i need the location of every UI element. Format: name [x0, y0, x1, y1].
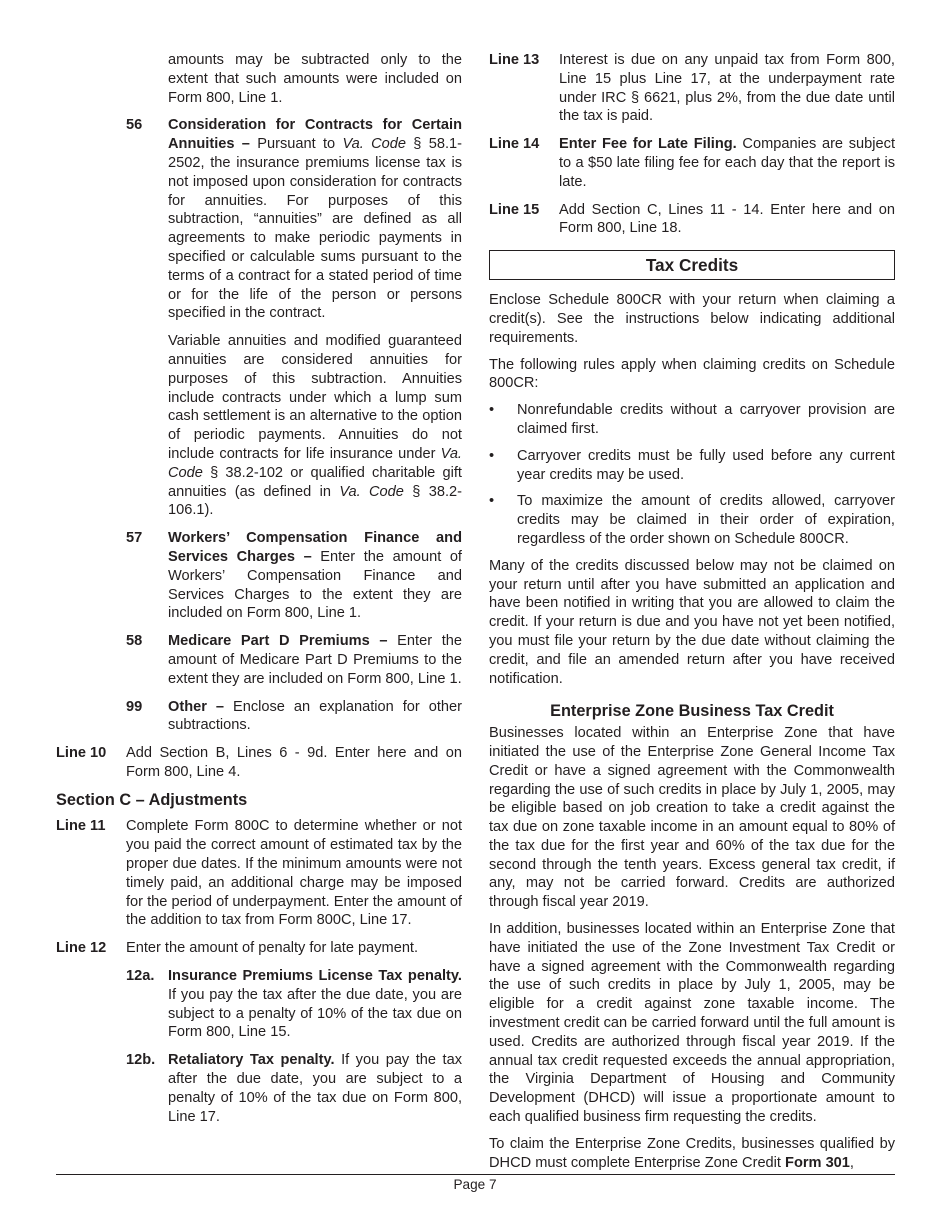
form-reference: Form 301 — [785, 1154, 850, 1171]
subtraction-57: 57 Workers’ Compensation Finance and Services Charges – Enter the amount of Workers’ Compensation Finance and Services Charges to the extent they are included on Form 800, Line 1. — [126, 530, 462, 622]
subtraction-number: 99 — [126, 698, 143, 715]
code-citation: Va. Code — [339, 483, 404, 500]
subtraction-continuation: amounts may be subtracted only to the extent that such amounts were included on Form 800, Line 1. — [168, 52, 462, 106]
paragraph: The following rules apply when claiming credits on Schedule 800CR: — [489, 356, 895, 392]
subline-title: Retaliatory Tax penalty. — [168, 1052, 335, 1069]
line-12a: 12a. Insurance Premiums License Tax penalty. If you pay the tax after the due date, you are subject to a penalty of 10% of the tax due on Form 800, Line 15. — [126, 968, 462, 1041]
line-12b: 12b. Retaliatory Tax penalty. If you pay the tax after the due date, you are subject to a penalty of 10% of the tax due on Form 800, Line 17. — [126, 1052, 462, 1125]
line-text: Interest is due on any unpaid tax from Form 800, Line 15 plus Line 17, at the underpayment rate under IRC § 6621, plus 2%, from the due date until the tax is paid. — [559, 52, 895, 125]
line-10 — [56, 744, 462, 782]
page-number: Page 7 — [453, 1177, 497, 1192]
bullet-icon: • — [489, 447, 495, 464]
paragraph: In addition, businesses located within an Enterprise Zone that have initiated the use of the Zone Investment Tax Credit or have a signed agreement with the Commonwealth regarding the use of such credits in place by July 1, 2005, may be eligible for a credit against zone taxable income. The investment credit can be carried forward until the full amount is used. Credits are authorized through fiscal year 2019. If the annual tax credit requested exceeds the annual appropriation, the Virginia Department of Housing and Community Development (DHCD) will issue a proportionate amount to each qualified business firm requesting the credits. — [489, 921, 895, 1126]
line-text: Enter the amount of penalty for late payment. — [126, 940, 419, 957]
line-14: Line 14 Enter Fee for Late Filing. Companies are subject to a $50 late filing fee for each day that the report is late. — [489, 136, 895, 190]
left-column — [56, 51, 462, 1135]
subtraction-56-paragraph-2: Variable annuities and modified guaranteed annuities are considered annuities for purposes of this subtraction. Annuities include contracts under which a lump sum cash settlement is an alternative to the option of periodic payments. Annuities do not include contracts for life insurance under Va. Code § 38.2-102 or qualified charitable gift annuities (as defined in Va. Code § 38.2-106.1). — [168, 333, 462, 519]
subtraction-58: 58 Medicare Part D Premiums – Enter the amount of Medicare Part D Premiums to the extent they are included on Form 800, Line 1. — [126, 633, 462, 687]
enterprise-zone-heading: Enterprise Zone Business Tax Credit — [550, 702, 834, 721]
line-label: Line 15 — [489, 201, 540, 218]
line-title: Enter Fee for Late Filing. — [559, 136, 737, 153]
subtraction-56: 56 Consideration for Contracts for Certain Annuities – Pursuant to Va. Code § 58.1-2502, the insurance premiums license tax is not imposed upon consideration for contracts for annuities. For purposes of this subtraction, “annuities” are defined as all agreements to make periodic payments in specified or calculable sums pursuant to the terms of a contract for a stated period of time or for the life of the person or persons specified in the contract. — [126, 117, 462, 322]
right-column — [489, 51, 895, 1180]
subtraction-number: 56 — [126, 117, 143, 134]
bullet-item: • To maximize the amount of credits allowed, carryover credits may be claimed in their order of expiration, regardless of the order shown on Schedule 800CR. — [489, 493, 895, 547]
subline-number: 12a. — [126, 968, 155, 985]
line-label: Line 13 — [489, 52, 540, 68]
line-13 — [489, 51, 895, 126]
line-text: Add Section B, Lines 6 - 9d. Enter here and on Form 800, Line 4. — [126, 745, 462, 780]
subtraction-title: Workers’ Compensation Finance and Services Charges – — [168, 530, 462, 565]
paragraph: To claim the Enterprise Zone Credits, businesses qualified by DHCD must complete Enterprise Zone Credit Form 301, — [489, 1135, 895, 1171]
line-label: Line 10 — [56, 745, 107, 762]
bullet-item: • Carryover credits must be fully used before any current year credits may be used. — [489, 447, 895, 483]
bullet-icon: • — [489, 402, 495, 419]
paragraph: Businesses located within an Enterprise Zone that have initiated the use of the Enterprise Zone General Income Tax Credit or have a signed agreement with the Commonwealth regarding the use of such credits in place by July 1, 2005, may be eligible based on job creation to take a credit against the tax due on zone taxable income in an amount equal to 80% of the tax due for the first year and 60% of the tax due for the second through the tenth years. Excess general tax credit, if any, may not be carried forward. Credits are authorized through fiscal year 2019. — [489, 725, 895, 911]
subtraction-number: 57 — [126, 530, 143, 547]
subline-number: 12b. — [126, 1052, 156, 1069]
subtraction-99: 99 Other – Enclose an explanation for other subtractions. — [126, 698, 462, 734]
line-label: Line 11 — [56, 818, 106, 835]
line-label: Line 14 — [489, 136, 540, 153]
bullet-item: • Nonrefundable credits without a carryover provision are claimed first. — [489, 402, 895, 437]
bullet-icon: • — [489, 493, 495, 510]
line-text: Add Section C, Lines 11 - 14. Enter here and on Form 800, Line 18. — [559, 201, 895, 237]
code-citation: Va. Code — [342, 136, 406, 153]
section-c-heading: Section C – Adjustments — [56, 790, 248, 809]
line-11 — [56, 817, 462, 930]
footer-divider — [56, 1174, 895, 1175]
subtraction-title: Medicare Part D Premiums – — [168, 633, 388, 650]
subtraction-title: Consideration for Contracts for Certain Annuities – — [168, 117, 462, 153]
paragraph: Many of the credits discussed below may not be claimed on your return until after you have submitted an application and have been notified in writing that you are allowed to claim the credit. If your return is due and you have not yet been notified, you must file your return by the due date without claiming the credit, and file an amended return after you have received notification. — [489, 557, 895, 687]
line-15 — [489, 201, 895, 239]
subtraction-title: Other – — [168, 698, 225, 715]
code-citation: Va. Code — [168, 445, 462, 481]
line-label: Line 12 — [56, 940, 107, 957]
line-12 — [56, 939, 462, 958]
subline-title: Insurance Premiums License Tax penalty. — [168, 968, 462, 985]
tax-credits-heading: Tax Credits — [489, 250, 895, 280]
line-text: Complete Form 800C to determine whether or not you paid the correct amount of estimated tax by the proper due dates. If the minimum amounts were not timely paid, an additional charge may be imposed for the period of underpayment. Enter the amount of the addition to tax from Form 800C, Line 17. — [126, 818, 462, 929]
subtraction-number: 58 — [126, 633, 143, 650]
paragraph: Enclose Schedule 800CR with your return when claiming a credit(s). See the instructions below indicating additional requirements. — [489, 292, 895, 346]
